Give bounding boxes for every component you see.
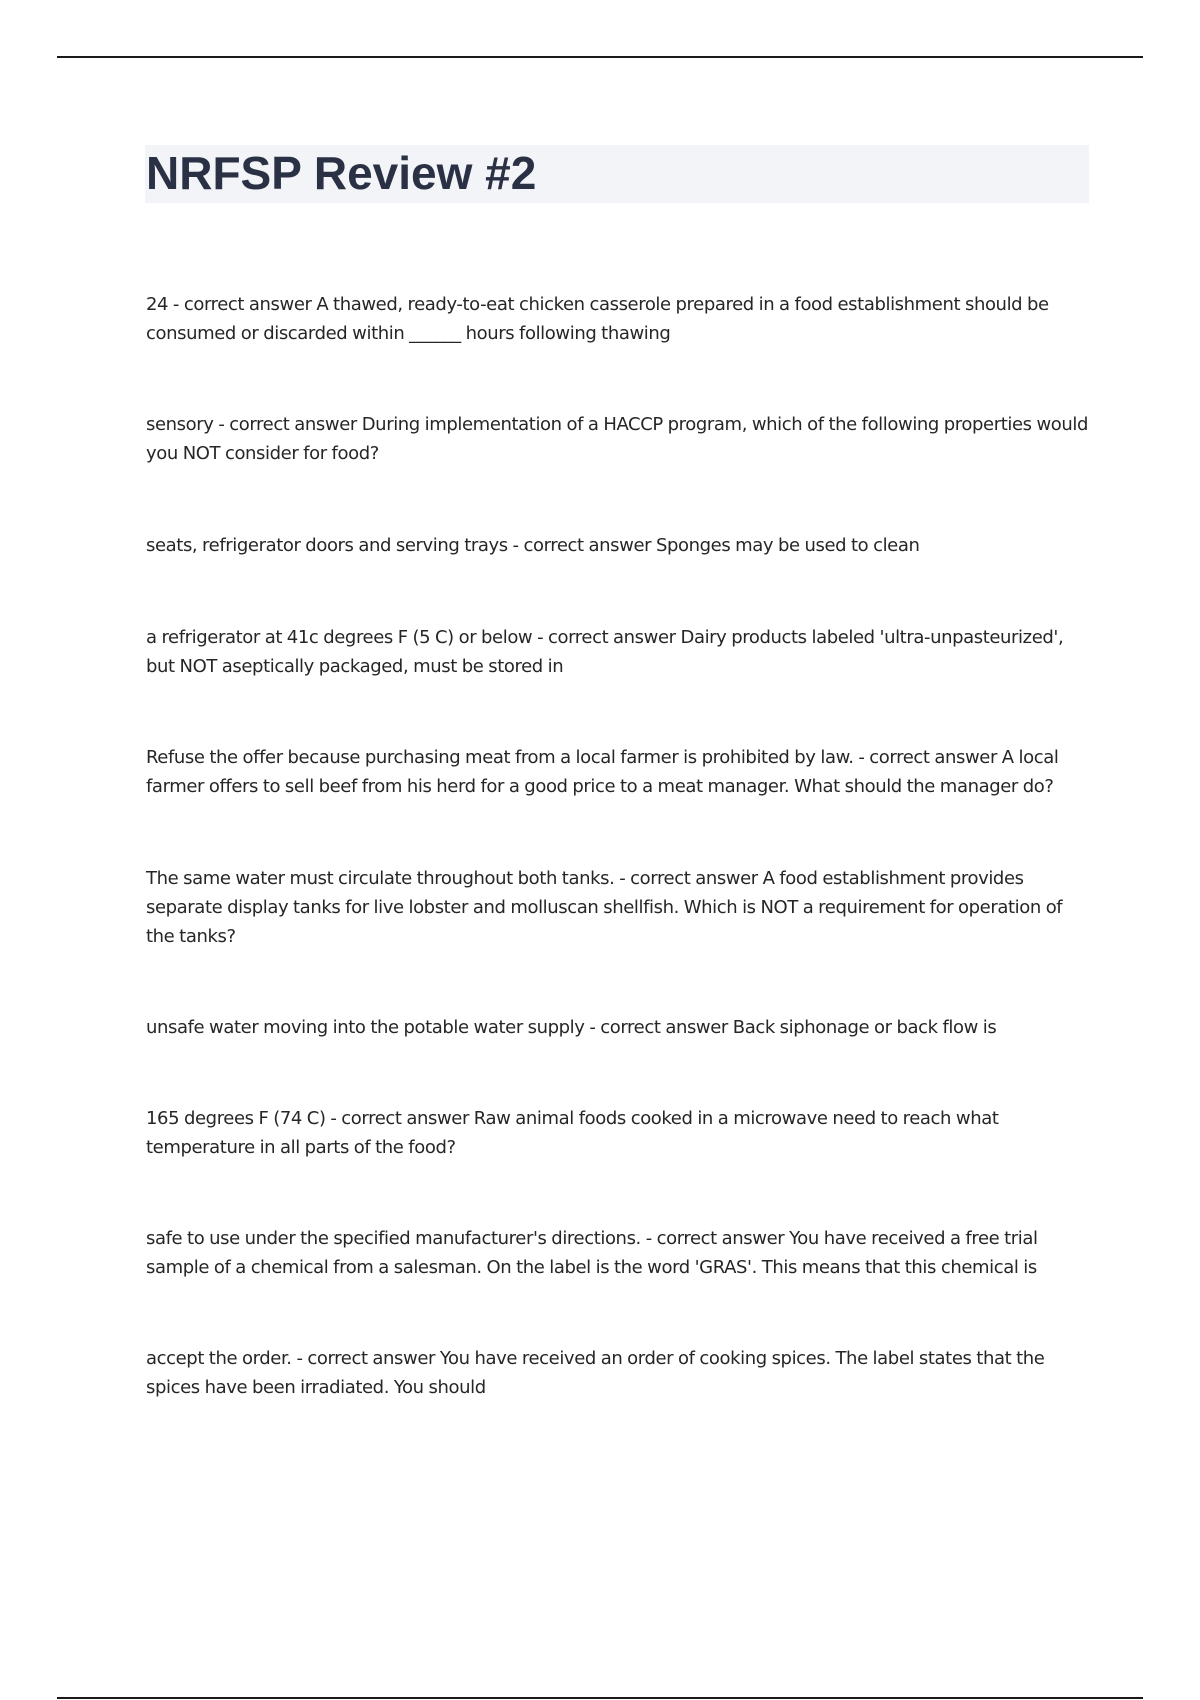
qa-item-5: Refuse the offer because purchasing meat from a local farmer is prohibited by law. - correct answer A local farmer offers to sell beef from his herd for a good price to a meat manager. What should the manager do? — [146, 747, 1059, 797]
qa-item-6: The same water must circulate throughout both tanks. - correct answer A food establishment provides separate display tanks for live lobster and molluscan shellfish. Which is NOT a requirement for operation of the tanks? — [146, 868, 1063, 947]
document-title: NRFSP Review #2 — [146, 147, 537, 199]
qa-list — [146, 290, 1091, 1402]
qa-item-9: safe to use under the specified manufacturer's directions. - correct answer You have received a free trial sample of a chemical from a salesman. On the label is the word 'GRAS'. This means that this chemical is — [146, 1228, 1038, 1278]
top-rule — [57, 56, 1143, 58]
qa-item-1: 24 - correct answer A thawed, ready-to-eat chicken casserole prepared in a food establishment should be consumed or discarded within ______ hours following thawing — [146, 294, 1049, 344]
qa-item-10: accept the order. - correct answer You have received an order of cooking spices. The label states that the spices have been irradiated. You should — [146, 1348, 1045, 1398]
bottom-rule — [57, 1697, 1143, 1699]
qa-item-2: sensory - correct answer During implementation of a HACCP program, which of the following properties would you NOT consider for food? — [146, 414, 1089, 464]
qa-item-4: a refrigerator at 41c degrees F (5 C) or below - correct answer Dairy products labeled 'ultra-unpasteurized', but NOT aseptically packaged, must be stored in — [146, 627, 1064, 677]
qa-item-8: 165 degrees F (74 C) - correct answer Raw animal foods cooked in a microwave need to reach what temperature in all parts of the food? — [146, 1108, 999, 1158]
qa-item-3: seats, refrigerator doors and serving trays - correct answer Sponges may be used to clean — [146, 535, 920, 556]
qa-item-7: unsafe water moving into the potable water supply - correct answer Back siphonage or back flow is — [146, 1017, 997, 1038]
